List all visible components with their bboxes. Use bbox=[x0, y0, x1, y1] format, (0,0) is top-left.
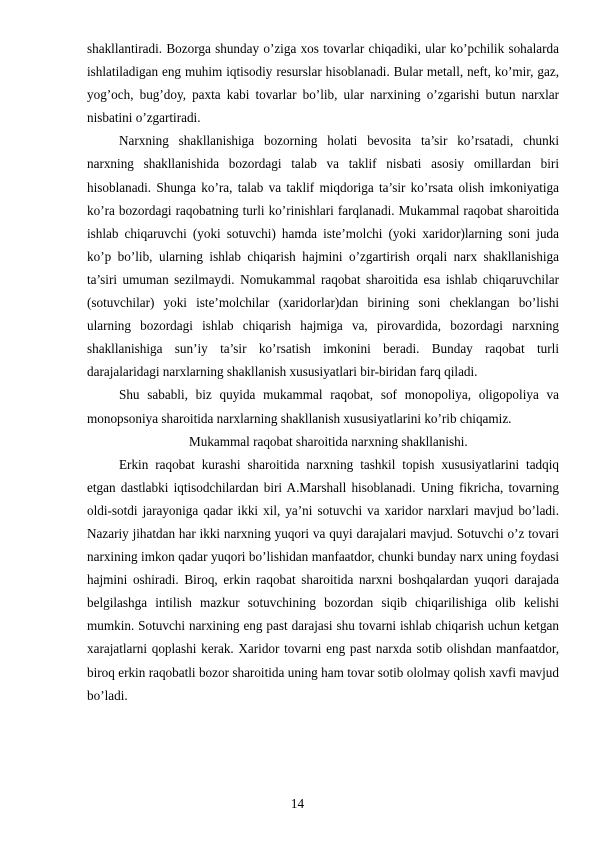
page-number: 14 bbox=[290, 796, 305, 811]
section-heading: Mukammal raqobat sharoitida narxning shakllanishi. bbox=[189, 433, 468, 449]
paragraph-1: shakllantiradi. Bozorga shunday o’ziga xos tovarlar chiqadiki, ular ko’pchilik sohalarda ishlatiladigan eng muhim iqtisodiy resurslar hisoblanadi. Bular metall, neft, ko’mir, gaz, yog’och, bug’doy, paxta kabi tovarlar bo’lib, ular narxining o’zgarishi butun narxlar nisbatini o’zgartiradi. bbox=[87, 41, 559, 126]
paragraph-2: Narxning shakllanishiga bozorning holati bevosita ta’sir ko’rsatadi, chunki narxning shakllanishida bozordagi talab va taklif nisbati asosiy omillardan biri hisoblanadi. Shunga ko’ra, talab va taklif miqdoriga ta’sir ko’rsata olish imkoniyatiga ko’ra bozordagi raqobatning turli ko’rinishlari farqlanadi. Mukammal raqobat sharoitida ishlab chiqaruvchi (yoki sotuvchi) hamda iste’molchi (yoki xaridor)larning soni juda ko’p bo’lib, ularning ishlab chiqarish hajmini o’zgartirish orqali narx shakllanishiga ta’siri umuman sezilmaydi. Nomukammal raqobat sharoitida esa ishlab chiqaruvchilar (sotuvchilar) yoki iste’molchilar (xaridorlar)dan birining soni cheklangan bo’lishi ularning bozordagi ishlab chiqarish hajmiga va, pirovardida, bozordagi narxning shakllanishiga sun’iy ta’sir ko’rsatish imkonini beradi. Bunday raqobat turli darajalaridagi narxlarning shakllanish xususiyatlari bir-biridan farq qiladi. bbox=[87, 133, 559, 380]
paragraph-4: Erkin raqobat kurashi sharoitida narxning tashkil topish xususiyatlarini tadqiq etgan dastlabki iqtisodchilardan biri A.Marshall hisoblanadi. Uning fikricha, tovarning oldi-sotdi jarayoniga qadar ikki xil, ya’ni sotuvchi va xaridor narxlari mavjud bo’ladi. Nazariy jihatdan har ikki narxning yuqori va quyi darajalari mavjud. Sotuvchi o’z tovari narxining imkon qadar yuqori bo’lishidan manfaatdor, chunki bunday narx uning foydasi hajmini oshiradi. Biroq, erkin raqobat sharoitida narxni boshqalardan yuqori darajada belgilashga intilish mazkur sotuvchining bozordan siqib chiqarilishiga olib kelishi mumkin. Sotuvchi narxining eng past darajasi shu tovarni ishlab chiqarish uchun ketgan xarajatlarni qoplashi kerak. Xaridor tovarni eng past narxda sotib olishdan manfaatdor, biroq erkin raqobatli bozor sharoitida uning ham tovar sotib ololmay qolish xavfi mavjud bo’ladi. bbox=[87, 456, 559, 703]
document-page bbox=[87, 37, 559, 707]
paragraph-3: Shu sababli, biz quyida mukammal raqobat, sof monopoliya, oligopoliya va monopsoniya sharoitida narxlarning shakllanish xususiyatlarini ko’rib chiqamiz. bbox=[87, 387, 559, 426]
